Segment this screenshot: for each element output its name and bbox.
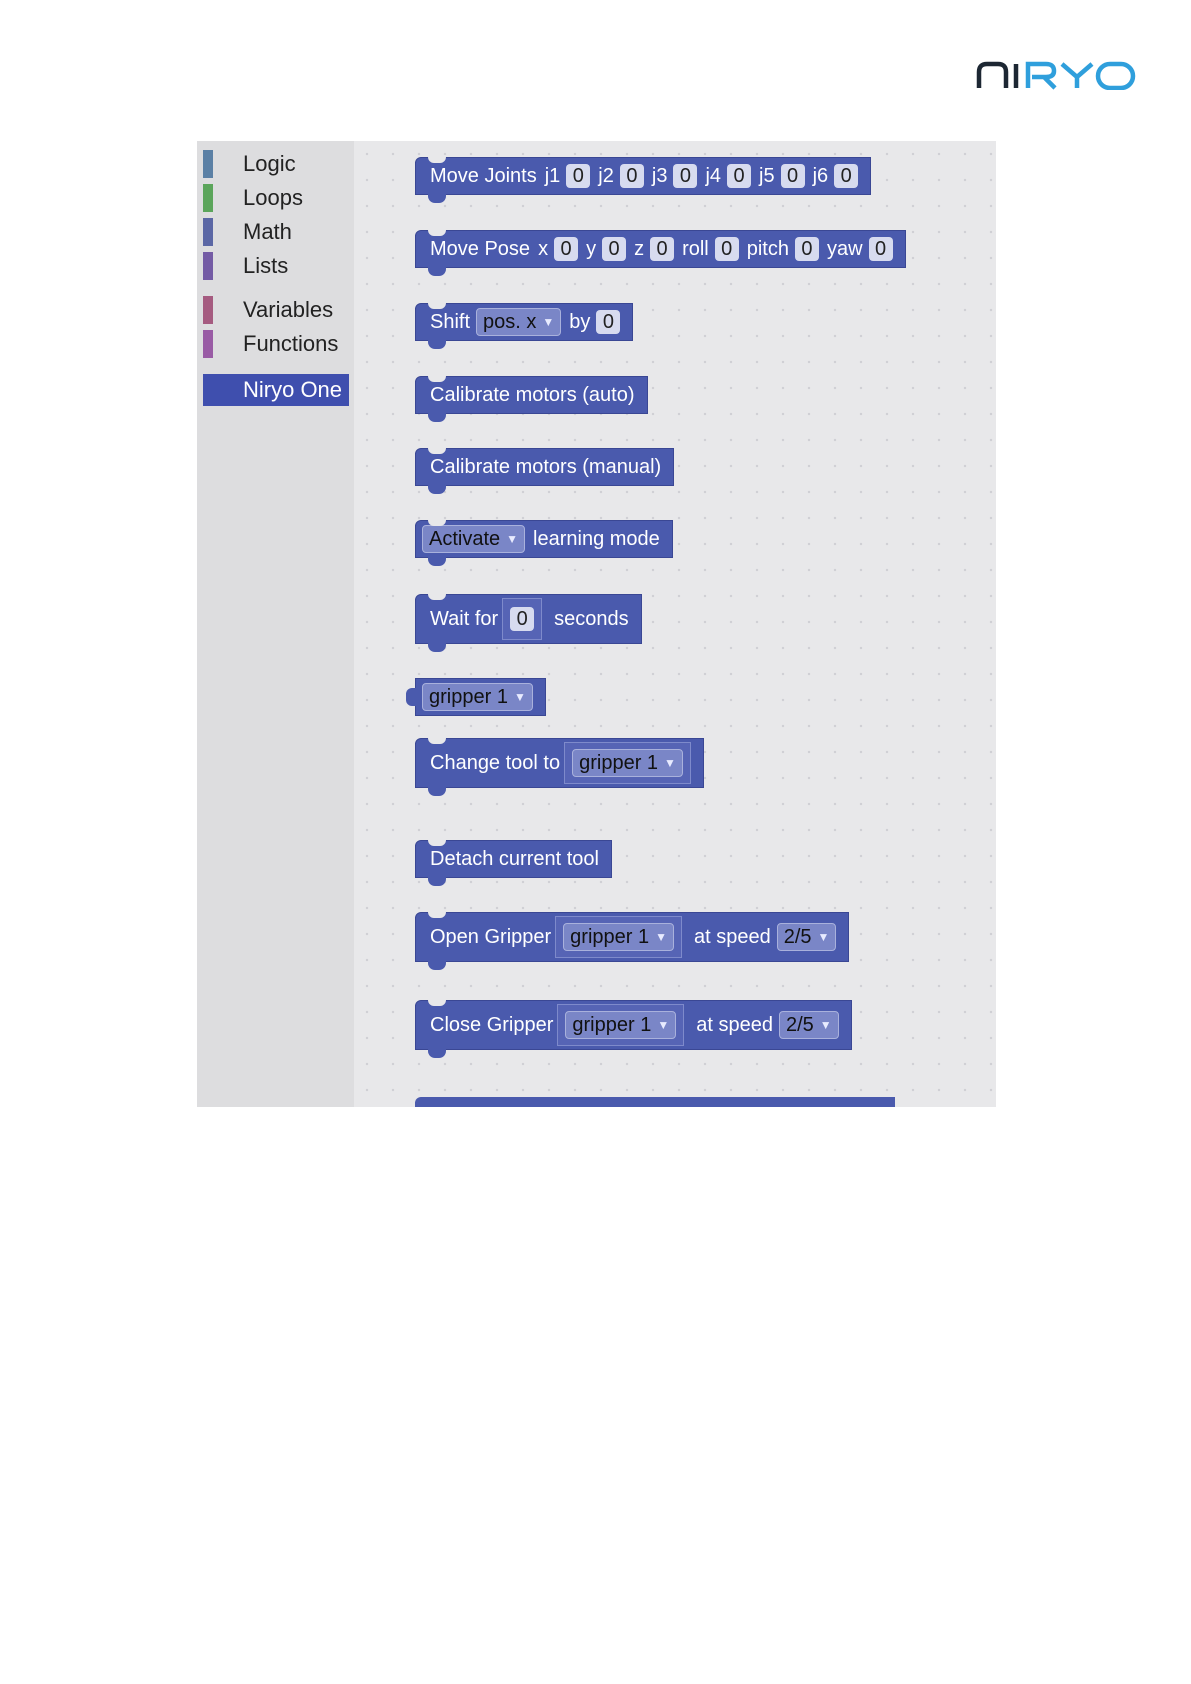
category-label: Math	[243, 219, 292, 244]
field-label: j6	[812, 164, 829, 187]
toolbox	[197, 141, 354, 1107]
pitch-input[interactable]: 0	[795, 237, 819, 261]
category-functions[interactable]	[203, 328, 349, 360]
block-label: Open Gripper	[430, 925, 552, 948]
block-label: Detach current tool	[430, 847, 599, 870]
calibrate-auto-block[interactable]	[415, 376, 648, 414]
y-input[interactable]: 0	[602, 237, 626, 261]
field-label: j2	[598, 164, 614, 187]
block-label: Shift	[430, 310, 471, 333]
category-color-swatch	[203, 218, 213, 246]
axis-dropdown[interactable]	[476, 308, 561, 336]
category-color-swatch	[203, 184, 213, 212]
z-input[interactable]: 0	[650, 237, 674, 261]
gripper-value-block[interactable]	[415, 678, 546, 716]
category-logic[interactable]	[203, 148, 349, 180]
dropdown-value: Activate	[429, 527, 501, 550]
field-label: z	[634, 237, 645, 260]
cutoff-block[interactable]	[415, 1097, 895, 1107]
calibrate-manual-block[interactable]	[415, 448, 674, 486]
move-joints-block[interactable]	[415, 157, 871, 195]
j3-input[interactable]: 0	[673, 164, 697, 188]
unit-label: seconds	[554, 607, 629, 630]
category-color-swatch	[203, 252, 213, 280]
speed-dropdown[interactable]	[777, 923, 837, 951]
category-label: Niryo One	[243, 377, 343, 402]
field-label: roll	[682, 237, 709, 260]
blockly-editor	[197, 141, 996, 1107]
tool-slot	[555, 916, 682, 958]
dropdown-arrow-icon: ▼	[513, 690, 526, 704]
j5-input[interactable]: 0	[781, 164, 805, 188]
category-label: Variables	[243, 297, 334, 322]
gripper-dropdown[interactable]	[422, 683, 533, 711]
learning-mode-dropdown[interactable]	[422, 525, 525, 553]
category-label: Lists	[243, 253, 289, 278]
dropdown-value: gripper 1	[570, 925, 650, 948]
category-label: Logic	[243, 151, 296, 176]
field-label: j1	[544, 164, 561, 187]
category-math[interactable]	[203, 216, 349, 248]
field-label: y	[586, 237, 597, 260]
tool-dropdown[interactable]	[563, 923, 674, 951]
tool-slot	[564, 742, 691, 784]
shift-value-input[interactable]: 0	[596, 310, 620, 334]
block-label: Move Joints	[430, 164, 537, 187]
dropdown-value: 2/5	[785, 1013, 814, 1036]
block-label: learning mode	[533, 527, 660, 550]
category-label: Loops	[243, 185, 303, 210]
shift-block[interactable]	[415, 303, 633, 341]
speed-dropdown[interactable]	[779, 1011, 839, 1039]
field-label: pitch	[746, 237, 789, 260]
category-color-swatch	[203, 296, 213, 324]
dropdown-value: 2/5	[783, 925, 812, 948]
roll-input[interactable]: 0	[715, 237, 739, 261]
block-label: Calibrate motors (auto)	[430, 383, 635, 406]
tool-dropdown[interactable]	[572, 749, 683, 777]
dropdown-arrow-icon: ▼	[657, 1018, 670, 1032]
dropdown-arrow-icon: ▼	[506, 532, 519, 546]
move-pose-block[interactable]	[415, 230, 906, 268]
tool-dropdown[interactable]	[565, 1011, 676, 1039]
block-label: Change tool to	[430, 751, 561, 774]
close-gripper-block[interactable]	[415, 1000, 852, 1050]
field-label: j5	[759, 164, 775, 187]
dropdown-arrow-icon: ▼	[819, 1018, 832, 1032]
block-label: Move Pose	[430, 237, 531, 260]
open-gripper-block[interactable]	[415, 912, 849, 962]
j1-input[interactable]: 0	[566, 164, 590, 188]
category-loops[interactable]	[203, 182, 349, 214]
field-label: yaw	[826, 237, 863, 260]
tool-slot	[557, 1004, 684, 1046]
learning-mode-block[interactable]	[415, 520, 673, 558]
field-label: by	[569, 310, 591, 333]
field-label: x	[538, 237, 549, 260]
dropdown-arrow-icon: ▼	[542, 315, 555, 329]
dropdown-arrow-icon: ▼	[655, 930, 667, 944]
niryo-logo	[976, 60, 1136, 90]
dropdown-value: gripper 1	[579, 751, 659, 774]
yaw-input[interactable]: 0	[869, 237, 893, 261]
field-label: j4	[705, 164, 722, 187]
category-lists[interactable]	[203, 250, 349, 282]
x-input[interactable]: 0	[554, 237, 578, 261]
dropdown-arrow-icon: ▼	[817, 930, 830, 944]
j2-input[interactable]: 0	[620, 164, 644, 188]
field-label: at speed	[694, 925, 771, 948]
block-label: Calibrate motors (manual)	[430, 455, 662, 478]
category-variables[interactable]	[203, 294, 349, 326]
wait-block[interactable]	[415, 594, 642, 644]
category-label: Functions	[243, 331, 339, 356]
wait-value-slot	[502, 598, 542, 640]
field-label: at speed	[696, 1013, 773, 1036]
wait-seconds-input[interactable]: 0	[510, 607, 534, 631]
dropdown-value: gripper 1	[429, 685, 508, 708]
field-label: j3	[651, 164, 668, 187]
category-color-swatch	[203, 376, 213, 404]
dropdown-value: gripper 1	[572, 1013, 652, 1036]
dropdown-value: pos. x	[483, 310, 537, 333]
category-color-swatch	[203, 150, 213, 178]
category-niryo-one[interactable]	[203, 374, 349, 406]
j4-input[interactable]: 0	[727, 164, 751, 188]
block-label: Close Gripper	[430, 1013, 554, 1036]
block-label: Wait for	[430, 607, 499, 630]
dropdown-arrow-icon: ▼	[664, 756, 676, 770]
change-tool-block[interactable]	[415, 738, 704, 788]
detach-tool-block[interactable]	[415, 840, 612, 878]
category-color-swatch	[203, 330, 213, 358]
j6-input[interactable]: 0	[834, 164, 858, 188]
